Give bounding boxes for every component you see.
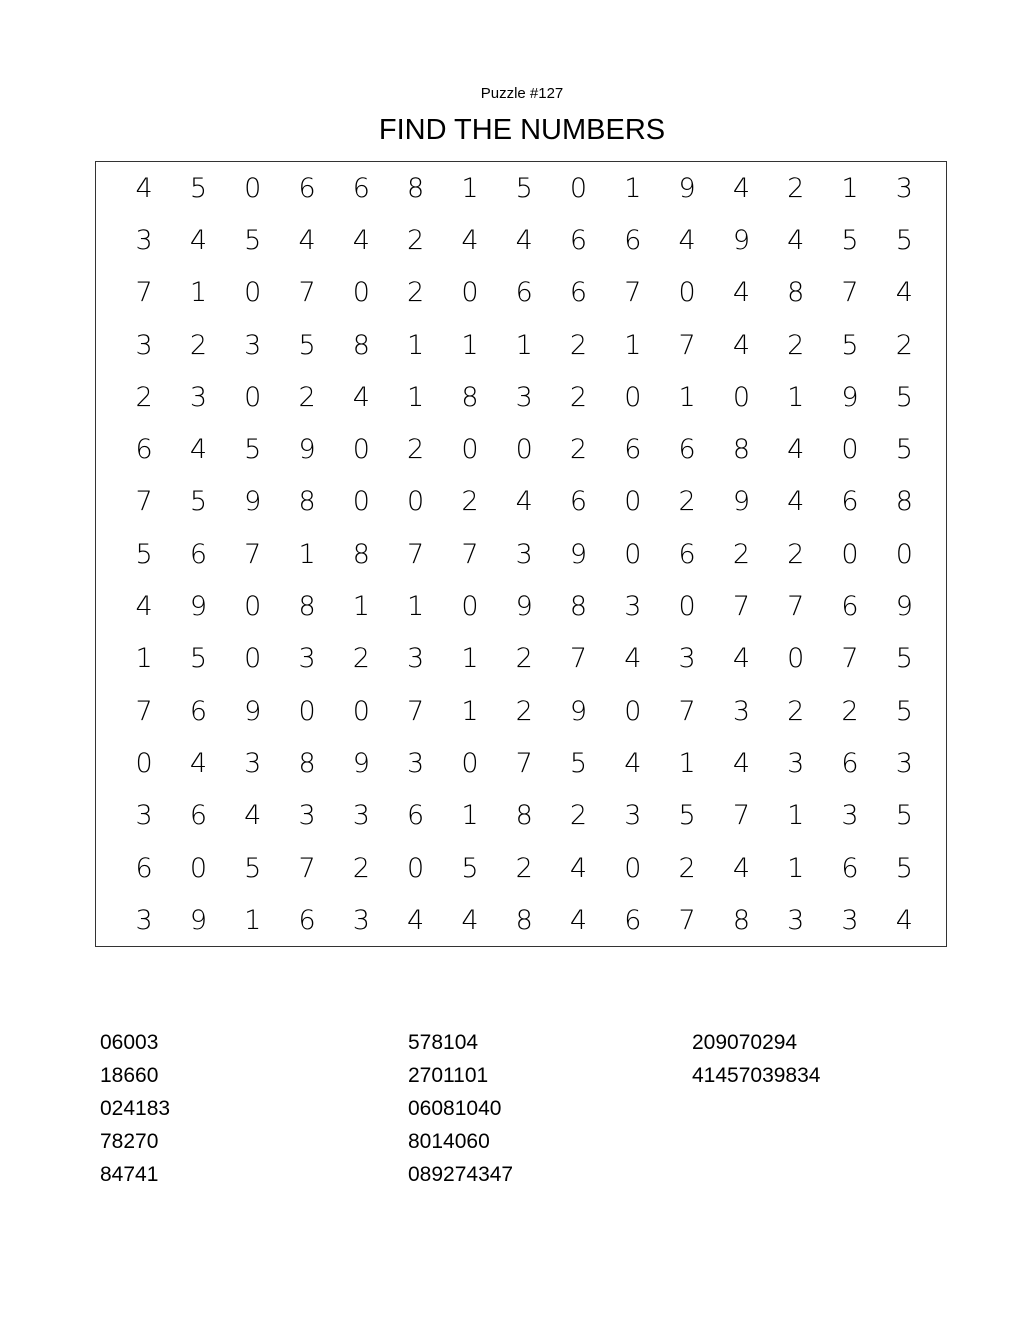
grid-cell[interactable]: 9 [298,434,316,466]
grid-cell[interactable]: 9 [841,381,859,413]
grid-cell[interactable]: 4 [624,643,642,675]
word-list-item: 2701101 [408,1064,489,1087]
grid-cell[interactable]: 0 [569,172,588,204]
grid-cell[interactable]: 6 [298,172,316,204]
grid-cell[interactable]: 6 [569,224,588,256]
grid-cell[interactable]: 7 [461,538,479,570]
grid-cell[interactable]: 6 [135,852,153,884]
word-list-item: 78270 [100,1130,159,1153]
grid-cell[interactable]: 1 [787,381,805,413]
grid-cell[interactable]: 1 [461,329,479,361]
grid-cell[interactable]: 1 [461,695,479,727]
grid-cell[interactable]: 8 [352,329,370,361]
grid-cell[interactable]: 1 [787,800,805,832]
word-list-item: 8014060 [408,1130,490,1153]
grid-cell[interactable]: 0 [624,695,642,727]
grid-cell[interactable]: 4 [732,277,750,309]
puzzle-number: Puzzle #127 [480,85,564,102]
grid-cell[interactable]: 7 [135,486,153,518]
grid-cell[interactable]: 4 [298,224,316,256]
grid-cell[interactable]: 2 [407,277,425,309]
grid-cell[interactable]: 4 [624,747,642,779]
grid-cell[interactable]: 4 [569,852,588,884]
grid-cell[interactable]: 6 [298,904,316,936]
grid-cell[interactable]: 2 [515,695,533,727]
grid-cell[interactable]: 6 [841,486,859,518]
grid-cell[interactable]: 3 [244,747,262,779]
grid-cell[interactable]: 7 [732,800,750,832]
grid-cell[interactable]: 0 [624,486,642,518]
grid-cell[interactable]: 2 [787,695,805,727]
grid-cell[interactable]: 7 [569,643,588,675]
grid-cell[interactable]: 4 [732,643,750,675]
grid-cell[interactable]: 4 [787,224,805,256]
grid-cell[interactable]: 5 [135,538,153,570]
grid-cell[interactable]: 4 [678,224,696,256]
grid-cell[interactable]: 2 [732,538,750,570]
grid-cell[interactable]: 7 [298,277,316,309]
grid-cell[interactable]: 1 [407,591,425,623]
grid-cell[interactable]: 3 [895,747,913,779]
grid-cell[interactable]: 1 [461,172,479,204]
grid-cell[interactable]: 4 [732,852,750,884]
grid-cell[interactable]: 0 [352,277,370,309]
grid-cell[interactable]: 8 [895,486,913,518]
grid-cell[interactable]: 4 [515,224,533,256]
grid-cell[interactable]: 9 [189,591,208,623]
grid-cell[interactable]: 2 [678,486,696,518]
grid-cell[interactable]: 7 [244,538,262,570]
grid-cell[interactable]: 5 [895,852,913,884]
grid-cell[interactable]: 0 [624,538,642,570]
grid-cell[interactable]: 0 [461,277,479,309]
grid-cell[interactable]: 2 [895,329,913,361]
grid-cell[interactable]: 7 [678,695,696,727]
grid-cell[interactable]: 6 [841,852,859,884]
grid-cell[interactable]: 4 [135,591,153,623]
grid-cell[interactable]: 5 [678,800,696,832]
grid-cell[interactable]: 7 [407,538,425,570]
grid-cell[interactable]: 5 [189,486,208,518]
grid-cell[interactable]: 1 [352,591,370,623]
grid-cell[interactable]: 4 [189,747,208,779]
grid-cell[interactable]: 3 [352,904,370,936]
grid-cell[interactable]: 5 [515,172,533,204]
grid-cell[interactable]: 0 [841,434,859,466]
grid-cell[interactable]: 2 [787,329,805,361]
grid-cell[interactable]: 0 [352,486,370,518]
grid-cell[interactable]: 0 [841,538,859,570]
grid-cell[interactable]: 6 [678,538,696,570]
grid-cell[interactable]: 5 [895,381,913,413]
grid-cell[interactable]: 2 [515,643,533,675]
grid-cell[interactable]: 0 [244,172,262,204]
word-list [100,1026,1000,1206]
grid-cell[interactable]: 0 [895,538,913,570]
grid-cell[interactable]: 4 [895,904,913,936]
grid-cell[interactable]: 6 [624,224,642,256]
grid-cell[interactable]: 5 [461,852,479,884]
grid-cell[interactable]: 0 [461,591,479,623]
grid-cell[interactable]: 0 [515,434,533,466]
word-column-1 [100,1026,170,1191]
grid-cell[interactable]: 0 [244,643,262,675]
grid-cell[interactable]: 6 [135,434,153,466]
grid-cell[interactable]: 2 [569,381,588,413]
word-column-3 [692,1026,820,1092]
grid-cell[interactable]: 3 [732,695,750,727]
grid-cell[interactable]: 4 [352,381,370,413]
grid-cell[interactable]: 2 [515,852,533,884]
grid-cell[interactable]: 4 [787,486,805,518]
grid-cell[interactable]: 9 [569,695,588,727]
grid-cell[interactable]: 4 [569,904,588,936]
grid-cell[interactable]: 0 [244,591,262,623]
grid-cell[interactable]: 3 [298,800,316,832]
grid-cell[interactable]: 3 [787,747,805,779]
grid-cell[interactable]: 1 [678,381,696,413]
grid-cell[interactable]: 0 [732,381,750,413]
grid-cell[interactable]: 6 [352,172,370,204]
grid-cell[interactable]: 0 [461,747,479,779]
grid-cell[interactable]: 7 [407,695,425,727]
grid-cell[interactable]: 7 [787,591,805,623]
grid-cell[interactable]: 5 [895,434,913,466]
grid-cell[interactable]: 1 [678,747,696,779]
grid-cell[interactable]: 9 [352,747,370,779]
grid-cell[interactable]: 6 [841,747,859,779]
grid-cell[interactable]: 2 [352,643,370,675]
grid-cell[interactable]: 2 [189,329,208,361]
grid-cell[interactable]: 4 [189,224,208,256]
grid-cell[interactable]: 7 [841,277,859,309]
grid-cell[interactable]: 8 [352,538,370,570]
grid-cell[interactable]: 8 [461,381,479,413]
grid-cell[interactable]: 8 [732,904,750,936]
grid-cell[interactable]: 8 [515,800,533,832]
grid-cell[interactable]: 6 [624,434,642,466]
grid-cell[interactable]: 6 [189,800,208,832]
grid-cell[interactable]: 3 [787,904,805,936]
word-list-item: 578104 [408,1031,479,1054]
grid-cell[interactable]: 8 [407,172,425,204]
grid-cell[interactable]: 4 [895,277,913,309]
grid-cell[interactable]: 0 [407,852,425,884]
grid-cell[interactable]: 1 [189,277,208,309]
grid-cell[interactable]: 0 [244,277,262,309]
grid-cell[interactable]: 5 [189,643,208,675]
word-list-item: 024183 [100,1097,171,1120]
grid-cell[interactable]: 6 [841,591,859,623]
word-list-item: 06003 [100,1031,159,1054]
grid-cell[interactable]: 2 [135,381,153,413]
grid-cell[interactable]: 2 [569,800,588,832]
grid-cell[interactable]: 1 [407,329,425,361]
grid-cell[interactable]: 0 [624,381,642,413]
grid-cell[interactable]: 3 [298,643,316,675]
grid-cell[interactable]: 7 [298,852,316,884]
grid-cell[interactable]: 5 [895,695,913,727]
grid-cell[interactable]: 4 [461,904,479,936]
grid-cell[interactable]: 7 [624,277,642,309]
grid-cell[interactable]: 3 [841,904,859,936]
grid-cell[interactable]: 9 [732,224,750,256]
grid-cell[interactable]: 6 [189,538,208,570]
grid-cell[interactable]: 3 [624,591,642,623]
grid-cell[interactable]: 4 [515,486,533,518]
grid-cell[interactable]: 3 [407,747,425,779]
grid-cell[interactable]: 0 [407,486,425,518]
grid-cell[interactable]: 3 [244,329,262,361]
grid-cell[interactable]: 7 [515,747,533,779]
word-list-item: 209070294 [692,1031,798,1054]
grid-cell[interactable]: 0 [678,591,696,623]
grid-cell[interactable]: 3 [135,329,153,361]
grid-cell[interactable]: 8 [515,904,533,936]
grid-cell[interactable]: 4 [407,904,425,936]
grid-cell[interactable]: 5 [244,434,262,466]
grid-cell[interactable]: 9 [189,904,208,936]
grid-cell[interactable]: 7 [841,643,859,675]
grid-cell[interactable]: 2 [298,381,316,413]
grid-cell[interactable]: 8 [732,434,750,466]
grid-cell[interactable]: 6 [678,434,696,466]
grid-cell[interactable]: 4 [461,224,479,256]
grid-cell[interactable]: 3 [352,800,370,832]
grid-cell[interactable]: 5 [841,329,859,361]
grid-cell[interactable]: 9 [244,486,262,518]
grid-cell[interactable]: 1 [461,800,479,832]
grid-cell[interactable]: 3 [515,381,533,413]
grid-cell[interactable]: 1 [515,329,533,361]
grid-cell[interactable]: 3 [895,172,913,204]
word-list-item: 06081040 [408,1097,502,1120]
grid-cell[interactable]: 7 [135,277,153,309]
grid-cell[interactable]: 8 [787,277,805,309]
grid-cell[interactable]: 9 [244,695,262,727]
grid-cell[interactable]: 4 [732,747,750,779]
grid-cell[interactable]: 8 [298,591,316,623]
grid-cell[interactable]: 2 [787,172,805,204]
grid-cell[interactable]: 0 [352,695,370,727]
grid-cell[interactable]: 9 [678,172,696,204]
grid-cell[interactable]: 6 [624,904,642,936]
grid-cell[interactable]: 3 [135,904,153,936]
grid-cell[interactable]: 5 [841,224,859,256]
grid-cell[interactable]: 3 [841,800,859,832]
grid-cell[interactable]: 9 [515,591,533,623]
grid-cell[interactable]: 1 [841,172,859,204]
grid-cell[interactable]: 9 [569,538,588,570]
grid-cell[interactable]: 4 [787,434,805,466]
grid-cell[interactable]: 7 [678,329,696,361]
grid-cell[interactable]: 8 [298,486,316,518]
grid-cell[interactable]: 2 [569,329,588,361]
grid-cell[interactable]: 0 [624,852,642,884]
grid-cell[interactable]: 3 [624,800,642,832]
grid-cell[interactable]: 0 [189,852,208,884]
grid-cell[interactable]: 6 [569,277,588,309]
grid-cell[interactable]: 5 [895,224,913,256]
grid-cell[interactable]: 2 [678,852,696,884]
grid-cell[interactable]: 4 [732,172,750,204]
grid-cell[interactable]: 8 [298,747,316,779]
grid-cell[interactable]: 9 [895,591,913,623]
grid-cell[interactable]: 2 [407,434,425,466]
grid-cell[interactable]: 5 [569,747,588,779]
grid-cell[interactable]: 5 [244,852,262,884]
grid-cell[interactable]: 1 [135,643,153,675]
grid-cell[interactable]: 1 [298,538,316,570]
grid-cell[interactable]: 4 [135,172,153,204]
grid-cell[interactable]: 4 [732,329,750,361]
grid-cell[interactable]: 1 [461,643,479,675]
grid-cell[interactable]: 0 [787,643,805,675]
grid-cell[interactable]: 2 [407,224,425,256]
grid-cell[interactable]: 0 [298,695,316,727]
grid-cell[interactable]: 1 [787,852,805,884]
grid-cell[interactable]: 5 [895,643,913,675]
grid-cell[interactable]: 5 [189,172,208,204]
grid-cell[interactable]: 6 [569,486,588,518]
grid-cell[interactable]: 2 [461,486,479,518]
grid-cell[interactable]: 7 [135,695,153,727]
grid-cell[interactable]: 1 [407,381,425,413]
grid-cell[interactable]: 6 [515,277,533,309]
grid-cell[interactable]: 7 [678,904,696,936]
grid-cell[interactable]: 2 [352,852,370,884]
grid-cell[interactable]: 3 [407,643,425,675]
grid-cell[interactable]: 0 [135,747,153,779]
grid-cell[interactable]: 3 [189,381,208,413]
grid-cell[interactable]: 1 [624,329,642,361]
grid-cell[interactable]: 3 [678,643,696,675]
grid-cell[interactable]: 3 [135,800,153,832]
grid-cell[interactable]: 2 [569,434,588,466]
grid-cell[interactable]: 2 [841,695,859,727]
grid-cell[interactable]: 0 [244,381,262,413]
grid-cell[interactable]: 1 [624,172,642,204]
word-list-item: 089274347 [408,1163,514,1186]
puzzle-grid [117,162,931,946]
word-list-item: 18660 [100,1064,159,1087]
grid-cell[interactable]: 5 [244,224,262,256]
grid-cell[interactable]: 4 [244,800,262,832]
word-list-item: 84741 [100,1163,159,1186]
grid-cell[interactable]: 0 [352,434,370,466]
grid-cell[interactable]: 0 [678,277,696,309]
page-title: FIND THE NUMBERS [378,114,666,146]
grid-cell[interactable]: 4 [352,224,370,256]
grid-cell[interactable]: 3 [135,224,153,256]
grid-cell[interactable]: 1 [244,904,262,936]
grid-cell[interactable]: 5 [895,800,913,832]
grid-cell[interactable]: 6 [189,695,208,727]
grid-cell[interactable]: 6 [407,800,425,832]
grid-cell[interactable]: 4 [189,434,208,466]
grid-cell[interactable]: 0 [461,434,479,466]
word-list-item: 41457039834 [692,1064,821,1087]
grid-cell[interactable]: 9 [732,486,750,518]
grid-cell[interactable]: 2 [787,538,805,570]
grid-cell[interactable]: 7 [732,591,750,623]
grid-cell[interactable]: 5 [298,329,316,361]
grid-cell[interactable]: 8 [569,591,588,623]
word-column-2 [408,1026,513,1191]
grid-cell[interactable]: 3 [515,538,533,570]
